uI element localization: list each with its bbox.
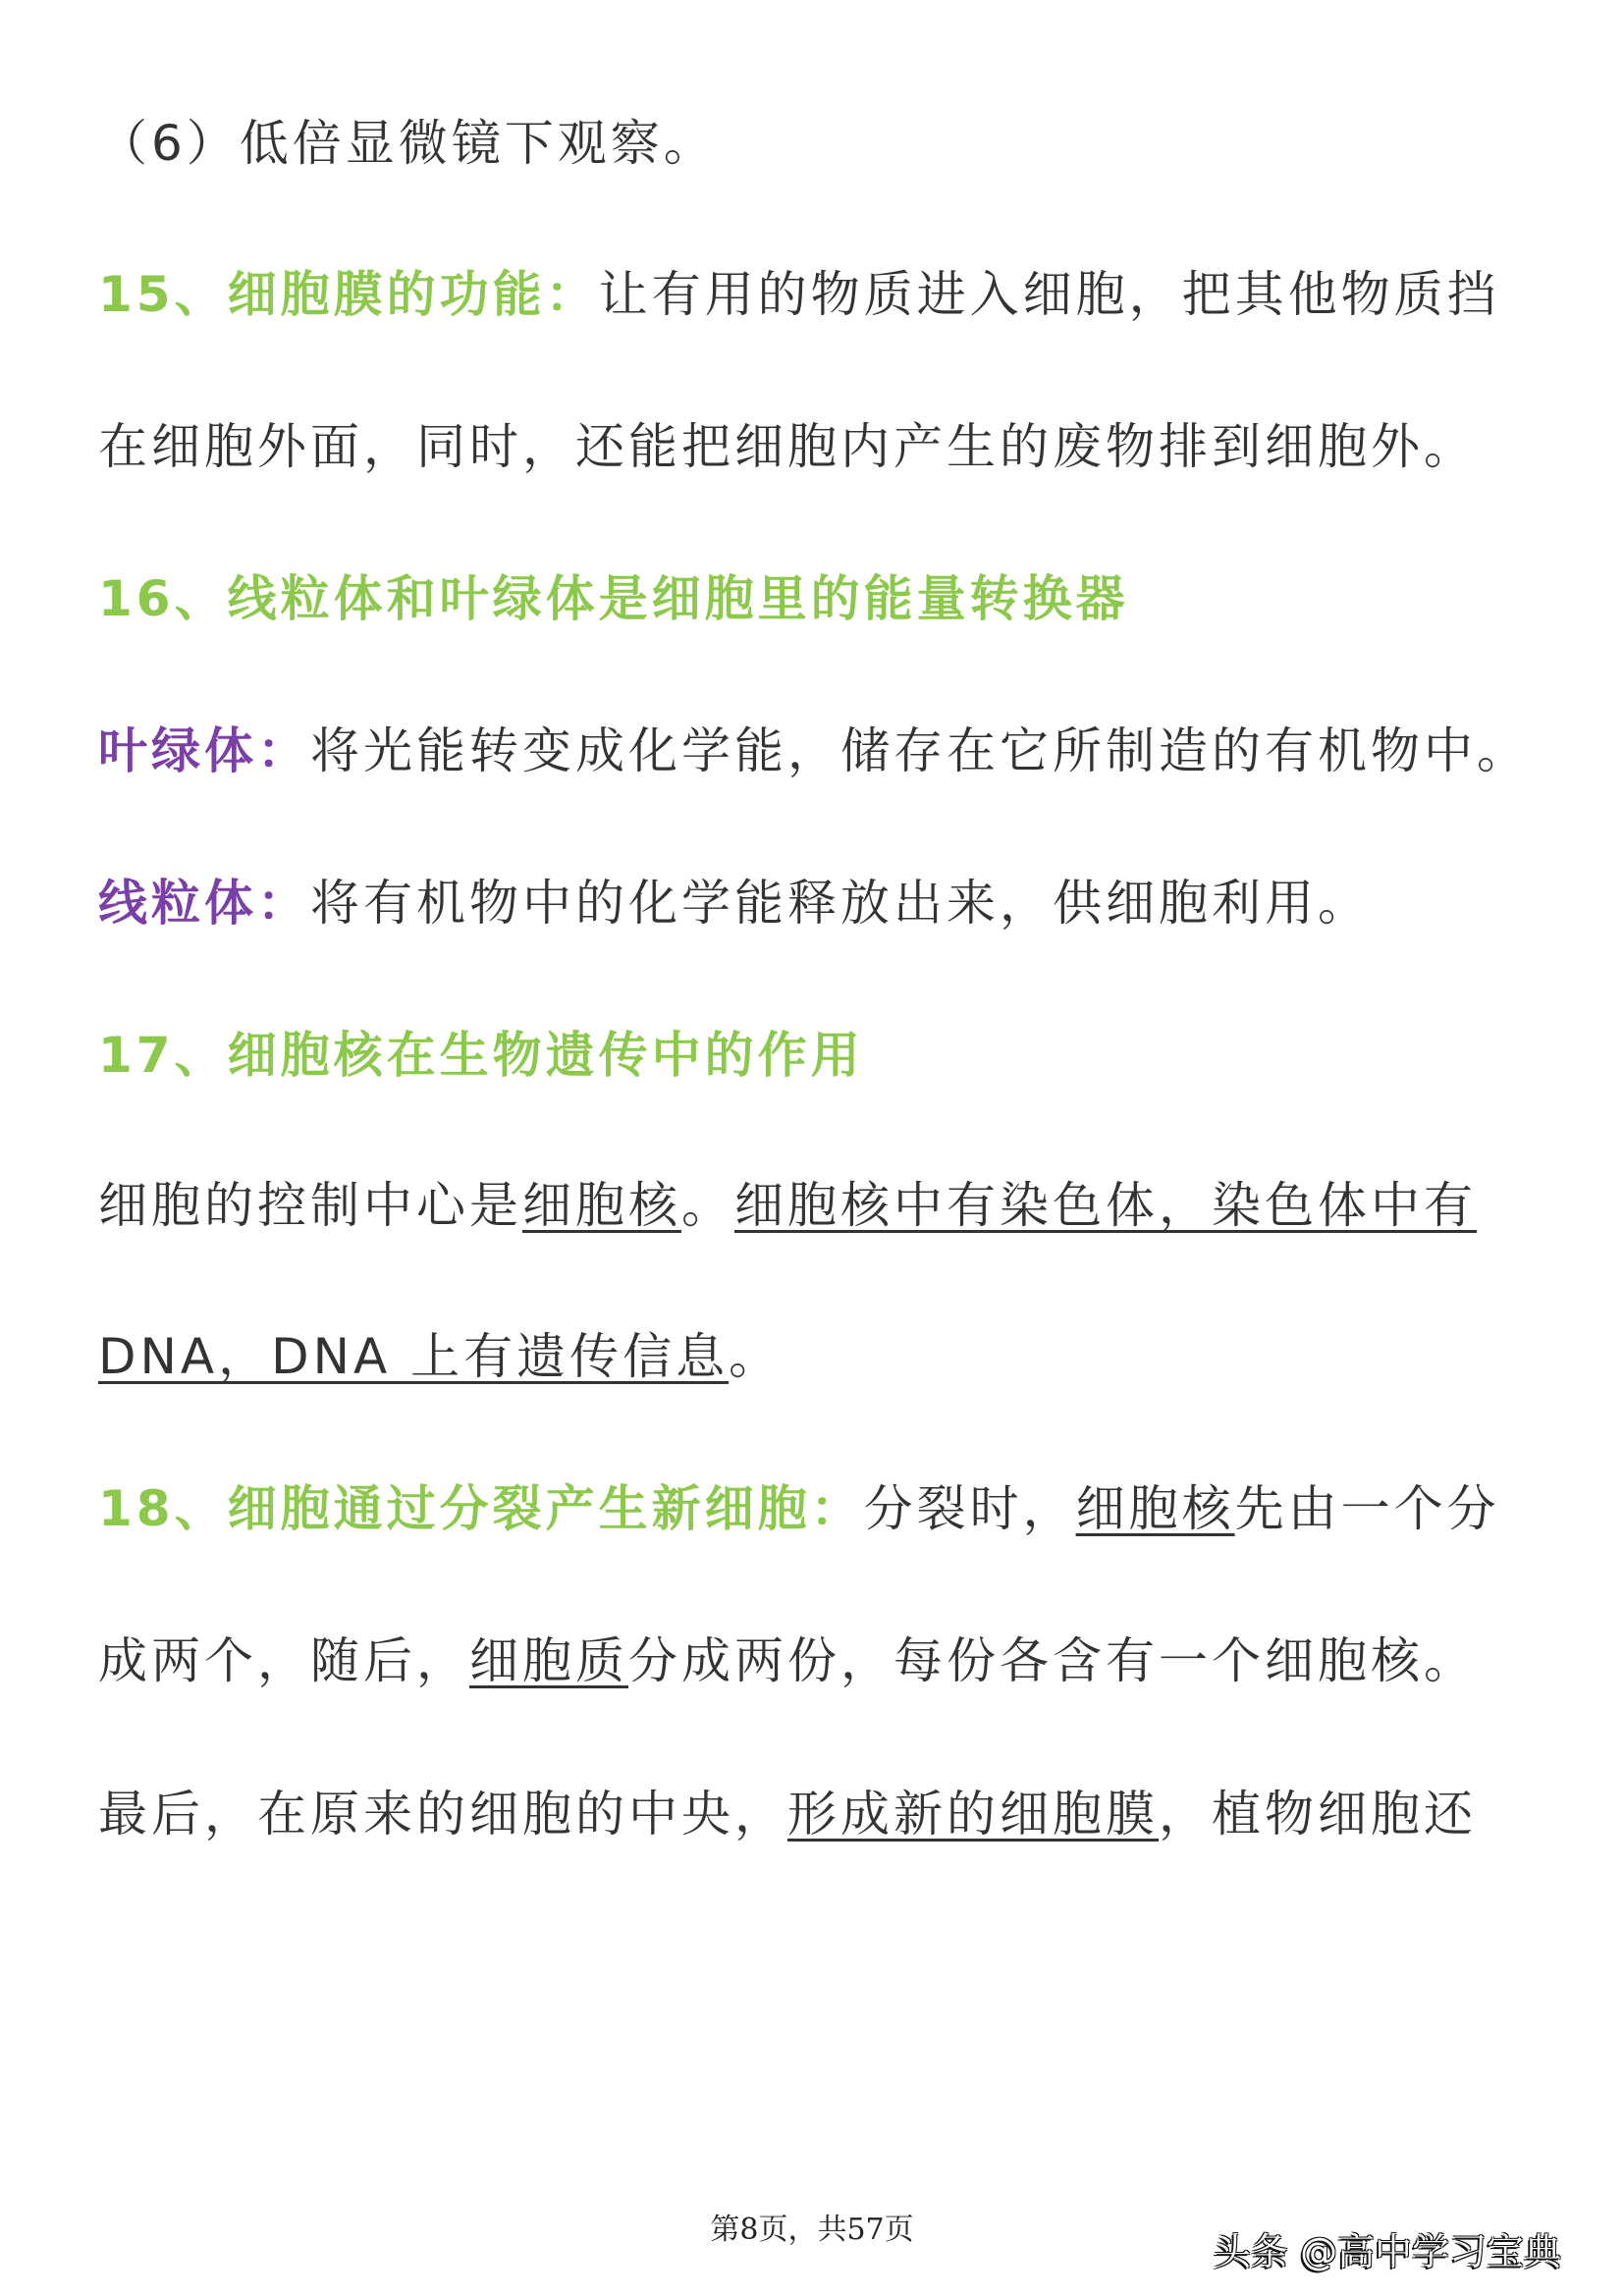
text-line: [98, 712, 1530, 790]
text-line: [98, 1166, 1477, 1245]
body-text: 将有机物中的化学能释放出来，供细胞利用。: [310, 875, 1371, 932]
text-line: [98, 1317, 782, 1396]
text-line: [98, 1622, 1477, 1700]
body-text: 让有用的物质进入细胞，把其他物质挡: [598, 266, 1500, 323]
text-line: [98, 1775, 1477, 1853]
body-text: （6）低倍显微镜下观察。: [98, 115, 717, 172]
section-heading: 15、细胞膜的功能：: [98, 266, 599, 323]
body-text: 细胞的控制中心是: [98, 1177, 522, 1234]
term-label: 线粒体：: [98, 875, 310, 932]
body-text: 最后，在原来的细胞的中央，: [98, 1786, 787, 1842]
watermark: 头条 @高中学习宝典: [1214, 2230, 1562, 2273]
body-text: 将光能转变成化学能，储存在它所制造的有机物中。: [310, 722, 1530, 779]
underlined-text: DNA，DNA 上有遗传信息: [98, 1328, 730, 1385]
body-text: 。: [729, 1328, 783, 1385]
body-text: 分成两份，每份各含有一个细胞核。: [628, 1632, 1477, 1689]
body-text: 在细胞外面，同时，还能把细胞内产生的废物排到细胞外。: [98, 418, 1477, 475]
section-heading: 16、线粒体和叶绿体是细胞里的能量转换器: [98, 570, 1129, 627]
text-line: [98, 560, 1129, 638]
text-line: [98, 255, 1500, 334]
body-text: 分裂时，: [863, 1480, 1076, 1537]
body-text: 成两个，随后，: [98, 1632, 469, 1689]
underlined-text: 形成新的细胞膜: [787, 1786, 1159, 1842]
underlined-text: 细胞核: [1075, 1480, 1235, 1537]
body-text: 先由一个分: [1234, 1480, 1500, 1537]
underlined-text: 细胞核: [522, 1177, 681, 1234]
text-line: [98, 864, 1371, 942]
text-line: [98, 407, 1477, 486]
body-text: ，植物细胞还: [1159, 1786, 1477, 1842]
text-line: [98, 104, 717, 183]
term-label: 叶绿体：: [98, 722, 310, 779]
underlined-text: 细胞质: [469, 1632, 628, 1689]
page-indicator: 第8页，共57页: [710, 2213, 914, 2247]
section-heading: 17、细胞核在生物遗传中的作用: [98, 1027, 864, 1084]
section-heading: 18、细胞通过分裂产生新细胞：: [98, 1480, 864, 1537]
underlined-text: 细胞核中有染色体，染色体中有: [734, 1177, 1477, 1234]
body-text: 。: [681, 1177, 734, 1234]
text-line: [98, 1016, 864, 1095]
text-line: [98, 1469, 1500, 1548]
